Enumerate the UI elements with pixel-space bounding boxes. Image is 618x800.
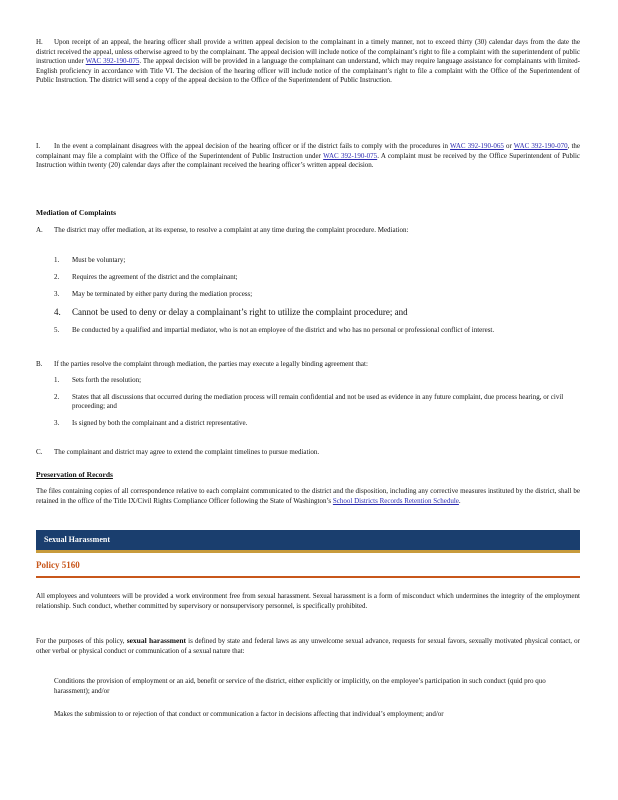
list-item [36,393,580,411]
paragraph-text: The files containing copies of all correspondence relative to each complaint communicated to the district and the disposition, including any corrective measures instituted by the district, shall be retained in the office of the Title IX/Civil Rights Compliance Officer following the State of Washington’s [36,487,580,505]
wac-link[interactable]: WAC 392-190-075 [85,57,140,65]
section-marker: H. [36,38,43,46]
list-text: Sets forth the resolution; [72,376,142,384]
list-number: 3. [54,419,60,427]
bullet-item [36,677,580,696]
list-number: 5. [54,326,60,334]
section-marker: B. [36,360,43,368]
paragraph-text: . [458,496,461,505]
list-number: 1. [54,256,60,264]
list-item [36,256,580,265]
paragraph-text: Upon receipt of an appeal, the hearing officer shall provide a written appeal decision to the complainant in a timely manner, not to exceed thirty (30) calendar days from the date the district received the appeal, unless otherwise agreed to by the complainant. The appeal decision will include notice of the complainant’s right to file a complaint with the superintendent of public instruction under [36,38,580,65]
paragraph-text: In the event a complainant disagrees with the appeal decision of the hearing officer or if the district fails to comply with the procedures in [54,142,449,150]
list-text: Be conducted by a qualified and impartial mediator, who is not an employee of the district and who has no personal or professional conflict of interest. [72,326,495,334]
paragraph-h [36,38,580,86]
paragraph-text: The complainant and district may agree to extend the complaint timelines to pursue mediation. [54,448,320,456]
paragraph-mediation-b [36,360,580,370]
list-number: 2. [54,393,60,401]
list-text: Must be voluntary; [72,256,126,264]
section-banner-title: Sexual Harassment [44,535,110,544]
paragraph-preservation [36,487,580,506]
paragraph-text: is defined by state and federal laws as any unwelcome sexual advance, requests for sexual favors, sexually motivated physical contact, or other verbal or physical conduct or communication of a sexual nature that: [36,637,581,655]
paragraph-text: For the purposes of this policy, [36,637,125,645]
list-number: 4. [54,307,61,317]
list-item [36,307,580,318]
list-number: 2. [54,273,60,281]
bullet-text: Makes the submission to or rejection of that conduct or communication a factor in decisions affecting that individual’s employment; and/or [54,710,444,718]
wac-link[interactable]: WAC 392-190-065 [450,142,504,150]
section-banner [36,530,580,550]
list-item [36,273,580,282]
wac-link[interactable]: WAC 392-190-075 [323,151,378,160]
defined-term: sexual harassment [126,636,187,645]
paragraph-sh-intro [36,592,580,611]
agreement-list [36,376,580,436]
list-text: Requires the agreement of the district and the complainant; [72,273,238,281]
list-item [36,419,580,428]
section-marker: C. [36,448,43,456]
list-text: Cannot be used to deny or delay a complainant’s right to utilize the complaint procedure; and [72,307,408,317]
list-item [36,376,580,385]
mediation-heading: Mediation of Complaints [36,208,117,217]
policy-label: Policy 5160 [36,560,80,570]
paragraph-sh-definition [36,636,580,656]
paragraph-text: . A complaint must be received by the Office Superintendent of Public Instruction within twenty (20) calendar days after the complainant received the hearing officer’s written appeal decision. [36,151,580,169]
preservation-heading: Preservation of Records [36,470,113,479]
policy-divider [36,576,580,578]
retention-schedule-link[interactable]: School Districts Records Retention Schedule [332,496,459,505]
paragraph-text: If the parties resolve the complaint through mediation, the parties may execute a legally binding agreement that: [54,360,368,368]
paragraph-text: or [503,142,514,150]
paragraph-text: , the complainant may file a complaint with the Office of the Superintendent of Public Instruction under [36,142,580,160]
bullet-item [36,710,580,720]
paragraph-text: The district may offer mediation, at its expense, to resolve a complaint at any time during the complaint procedure. Mediation: [54,226,409,234]
section-marker: A. [36,226,43,234]
paragraph-i [36,142,580,171]
bullet-text: Conditions the provision of employment or an aid, benefit or service of the district, either explicitly or implicitly, on the employee’s participation in such conduct (quid pro quo harassment); and/or [54,677,546,695]
paragraph-mediation-c [36,448,580,458]
list-item [36,290,580,299]
list-item [36,326,580,335]
paragraph-text: . The appeal decision will be provided in a language the complainant can understand, which may require language assistance for complainants with limited-English proficiency in accordance with Title VI. The decision of the hearing officer will include notice of the complainant’s right to file a complaint with the Office of the Superintendent of Public Instruction. The district will send a copy of the appeal decision to the Office of the Superintendent of Public Instruction. [36,57,581,84]
wac-link[interactable]: WAC 392-190-070 [513,142,568,150]
section-marker: I. [36,142,41,150]
paragraph-mediation-a [36,226,580,236]
list-text: May be terminated by either party during the mediation process; [72,290,253,298]
mediation-list [36,256,580,343]
paragraph-text: All employees and volunteers will be provided a work environment free from sexual harassment. Sexual harassment is a form of misconduct which undermines the integrity of the employment relationship. Such conduct, whether committed by supervisory or nonsupervisory personnel, is specifically prohibited. [36,592,580,610]
banner-accent-rule [36,550,580,553]
list-text: Is signed by both the complainant and a district representative. [72,419,248,427]
list-text: States that all discussions that occurred during the mediation process will remain confidential and not be used as evidence in any future complaint, due process hearing, or civil proceeding; and [72,393,564,410]
list-number: 3. [54,290,60,298]
list-number: 1. [54,376,60,384]
